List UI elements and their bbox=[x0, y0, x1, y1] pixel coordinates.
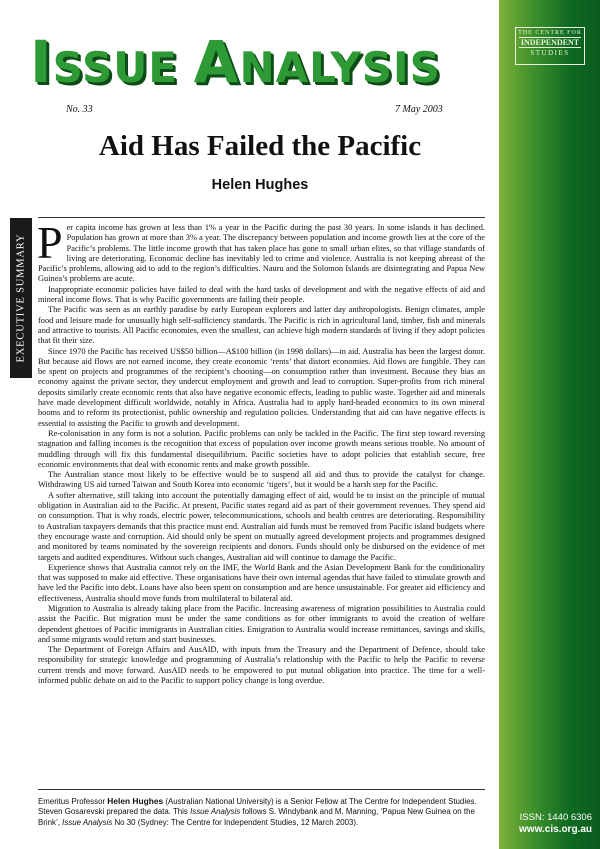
credit-italic-1: Issue Analysis bbox=[190, 807, 241, 817]
logo-line-3: STUDIES bbox=[530, 49, 570, 57]
paragraph: Inappropriate economic policies have failed to deal with the hard tasks of development and with the negative effects of aid and mineral income flows. That is why Pacific governments are failing their people. bbox=[38, 284, 485, 305]
paragraph: Since 1970 the Pacific has received US$50 billion—A$100 billion (in 1998 dollars)—in aid. Australia has been the largest donor. But because aid flows are not earned income, they create economic ‘rents’ that distort economies. Aid flows are fungible. They can be spent on projects and programmes of the recipient’s choosing—on consumption rather than investment. Because they bias an economy against the private sector, they undercut employment and growth and lead to corruption. Super-profits from rich mineral deposits similarly create economic rents that also have negative economic effects, leading to public waste. Together aid and minerals have made development difficult worldwide, notably in Africa. Australia had to apply hard-headed economics to its own mineral booms and to reform its protectionist, public ownership and regulation policies. Understanding that aid can have negative effects is essential to assisting the Pacific to growth and development. bbox=[38, 346, 485, 428]
green-sidebar bbox=[499, 0, 600, 849]
paragraph: The Australian stance most likely to be effective would be to suspend all aid and thus to provide the catalyst for change. Withdrawing US aid turned Taiwan and South Korea into economic ‘tigers’, but it would be a harsh step for the Pacific. bbox=[38, 470, 485, 490]
masthead-rest-1: SSUE bbox=[52, 43, 194, 92]
logo-line-2: INDEPENDENT bbox=[520, 38, 580, 47]
author-bio bbox=[38, 796, 488, 807]
bio-rest: (Australian National University) is a Senior Fellow at The Centre for Independent Studies. bbox=[163, 797, 477, 806]
paragraph: Re-colonisation in any form is not a solution. Pacific problems can only be tackled in the Pacific. The first step toward reversing stagnation and falling incomes is the recognition that excess of population over income growth means serious trouble. No amount of muddling through will fix this fundamental disequilibrium. Pacific societies have to adopt policies that establish secure, free economic environments that deal with economic rents and make growth possible. bbox=[38, 428, 485, 469]
credit-note bbox=[38, 807, 488, 828]
masthead-initial-1: I bbox=[30, 28, 53, 96]
issue-date: 7 May 2003 bbox=[395, 104, 443, 115]
paragraph-1 bbox=[37, 217, 485, 285]
cis-logo bbox=[515, 27, 585, 65]
paragraph-1-text: er capita income has grown at less than 1% a year in the Pacific during the past 30 years. In some islands it has declined. Population has grown at more than 3% a year. The discrepancy between population and income growth lies at the core of the Pacific’s problems. The little income growth that has taken place has gone to small urban elites, so that village standards of living are deteriorating. Economic decline has inevitably led to crime and violence. Australia is not keeping abreast of the Pacific’s problems, allowing aid to add to the region’s difficulties. Nauru and the Solomon Islands are disintegrating and Papua New Guinea’s problems are acute. bbox=[38, 223, 485, 284]
paragraph: The Pacific was seen as an earthly paradise by early European explorers and latter day anthropologists. Benign climates, ample food and leisure made for unusually high self-sufficiency standards. The Pacific is rich in agricultural land, timber, fish and minerals and attractive to tourists. All Pacific economies, even the smallest, can achieve high modern standards of living if they adopt policies that fit their size. bbox=[38, 305, 485, 346]
bottom-divider bbox=[38, 789, 485, 790]
top-divider bbox=[38, 217, 485, 218]
masthead-rest-2: NALYSIS bbox=[239, 43, 441, 92]
masthead-initial-2: A bbox=[193, 28, 240, 96]
drop-cap: P bbox=[37, 217, 63, 268]
paragraph: Migration to Australia is already taking place from the Pacific. Increasing awareness of migration possibilities to Australia could assist the Pacific. But migration must be under the same conditions as for other immigrants to avoid the creation of welfare dependent ghettoes of Pacific immigrants in Australian cities. Emigration to Australia would increase remittances, savings and skills, and some migrants would return and start businesses. bbox=[38, 603, 485, 644]
logo-line-1: THE CENTRE FOR bbox=[518, 30, 582, 36]
author-name: Helen Hughes bbox=[211, 177, 309, 193]
website-url: www.cis.org.au bbox=[519, 824, 592, 835]
executive-summary-body bbox=[37, 217, 485, 686]
issue-number: No. 33 bbox=[66, 104, 93, 115]
credit-text-3: No 30 (Sydney: The Centre for Independent Studies, 12 March 2003). bbox=[112, 817, 359, 827]
paragraph: A softer alternative, still taking into account the potentially damaging effect of aid, would be to insist on the principle of mutual obligation in Australian aid to the Pacific. At present, Pacific states regard aid as part of their government revenues. They spend aid on consumption. That is why roads, electric power, telecommunications, schools and health centres are deteriorating. Responsibility to Australian taxpayers demands that this practice must end. Australian aid funds must be removed from Pacific island budgets where they encourage waste and corruption. Aid should only be spent on mutually agreed development projects and programmes designed and monitored by teams nominated by the sovereign recipients and donors. Funds should only be disbursed on the evidence of met targets and audited expenditures. Without such changes, Australian aid will continue to damage the Pacific. bbox=[38, 490, 485, 562]
bio-name: Helen Hughes bbox=[107, 796, 164, 806]
credit-italic-2: Issue Analysis bbox=[62, 817, 113, 827]
credit-text-2: follows S. Windybank and M. Manning, ‘Papua New Guinea on the Brink’, bbox=[38, 807, 475, 827]
document-title: Aid Has Failed the Pacific bbox=[98, 130, 422, 162]
paragraph: Experience shows that Australia cannot rely on the IMF, the World Bank and the Asian Development Bank for the conditionality that was supposed to make aid effective. These organisations have their own internal agendas that have failed to stimulate growth and have led the Pacific into debt. Loans have also been spent on consumption and are hence unsustainable. For greater aid efficiency and effectiveness, Australia should move funds from multilateral to bilateral aid. bbox=[38, 562, 485, 603]
bio-prefix: Emeritus Professor bbox=[38, 797, 108, 806]
paragraph: The Department of Foreign Affairs and AusAID, with inputs from the Treasury and the Department of Defence, should take responsibility for strategic knowledge and programming of Australia’s relationship with the Pacific to help the Pacific to reverse current trends and move forward. AusAID needs to be empowered to put mutual obligation into practice. The time for a well-informed public debate on aid to the Pacific to support policy change is long overdue. bbox=[38, 645, 485, 686]
footer-notes bbox=[38, 796, 488, 828]
section-label: EXECUTIVE SUMMARY bbox=[15, 233, 27, 363]
issn-number: ISSN: 1440 6306 bbox=[519, 812, 592, 823]
credit-text-1: Steven Gosarevski prepared the data. This bbox=[38, 807, 191, 817]
masthead-title bbox=[30, 28, 490, 96]
